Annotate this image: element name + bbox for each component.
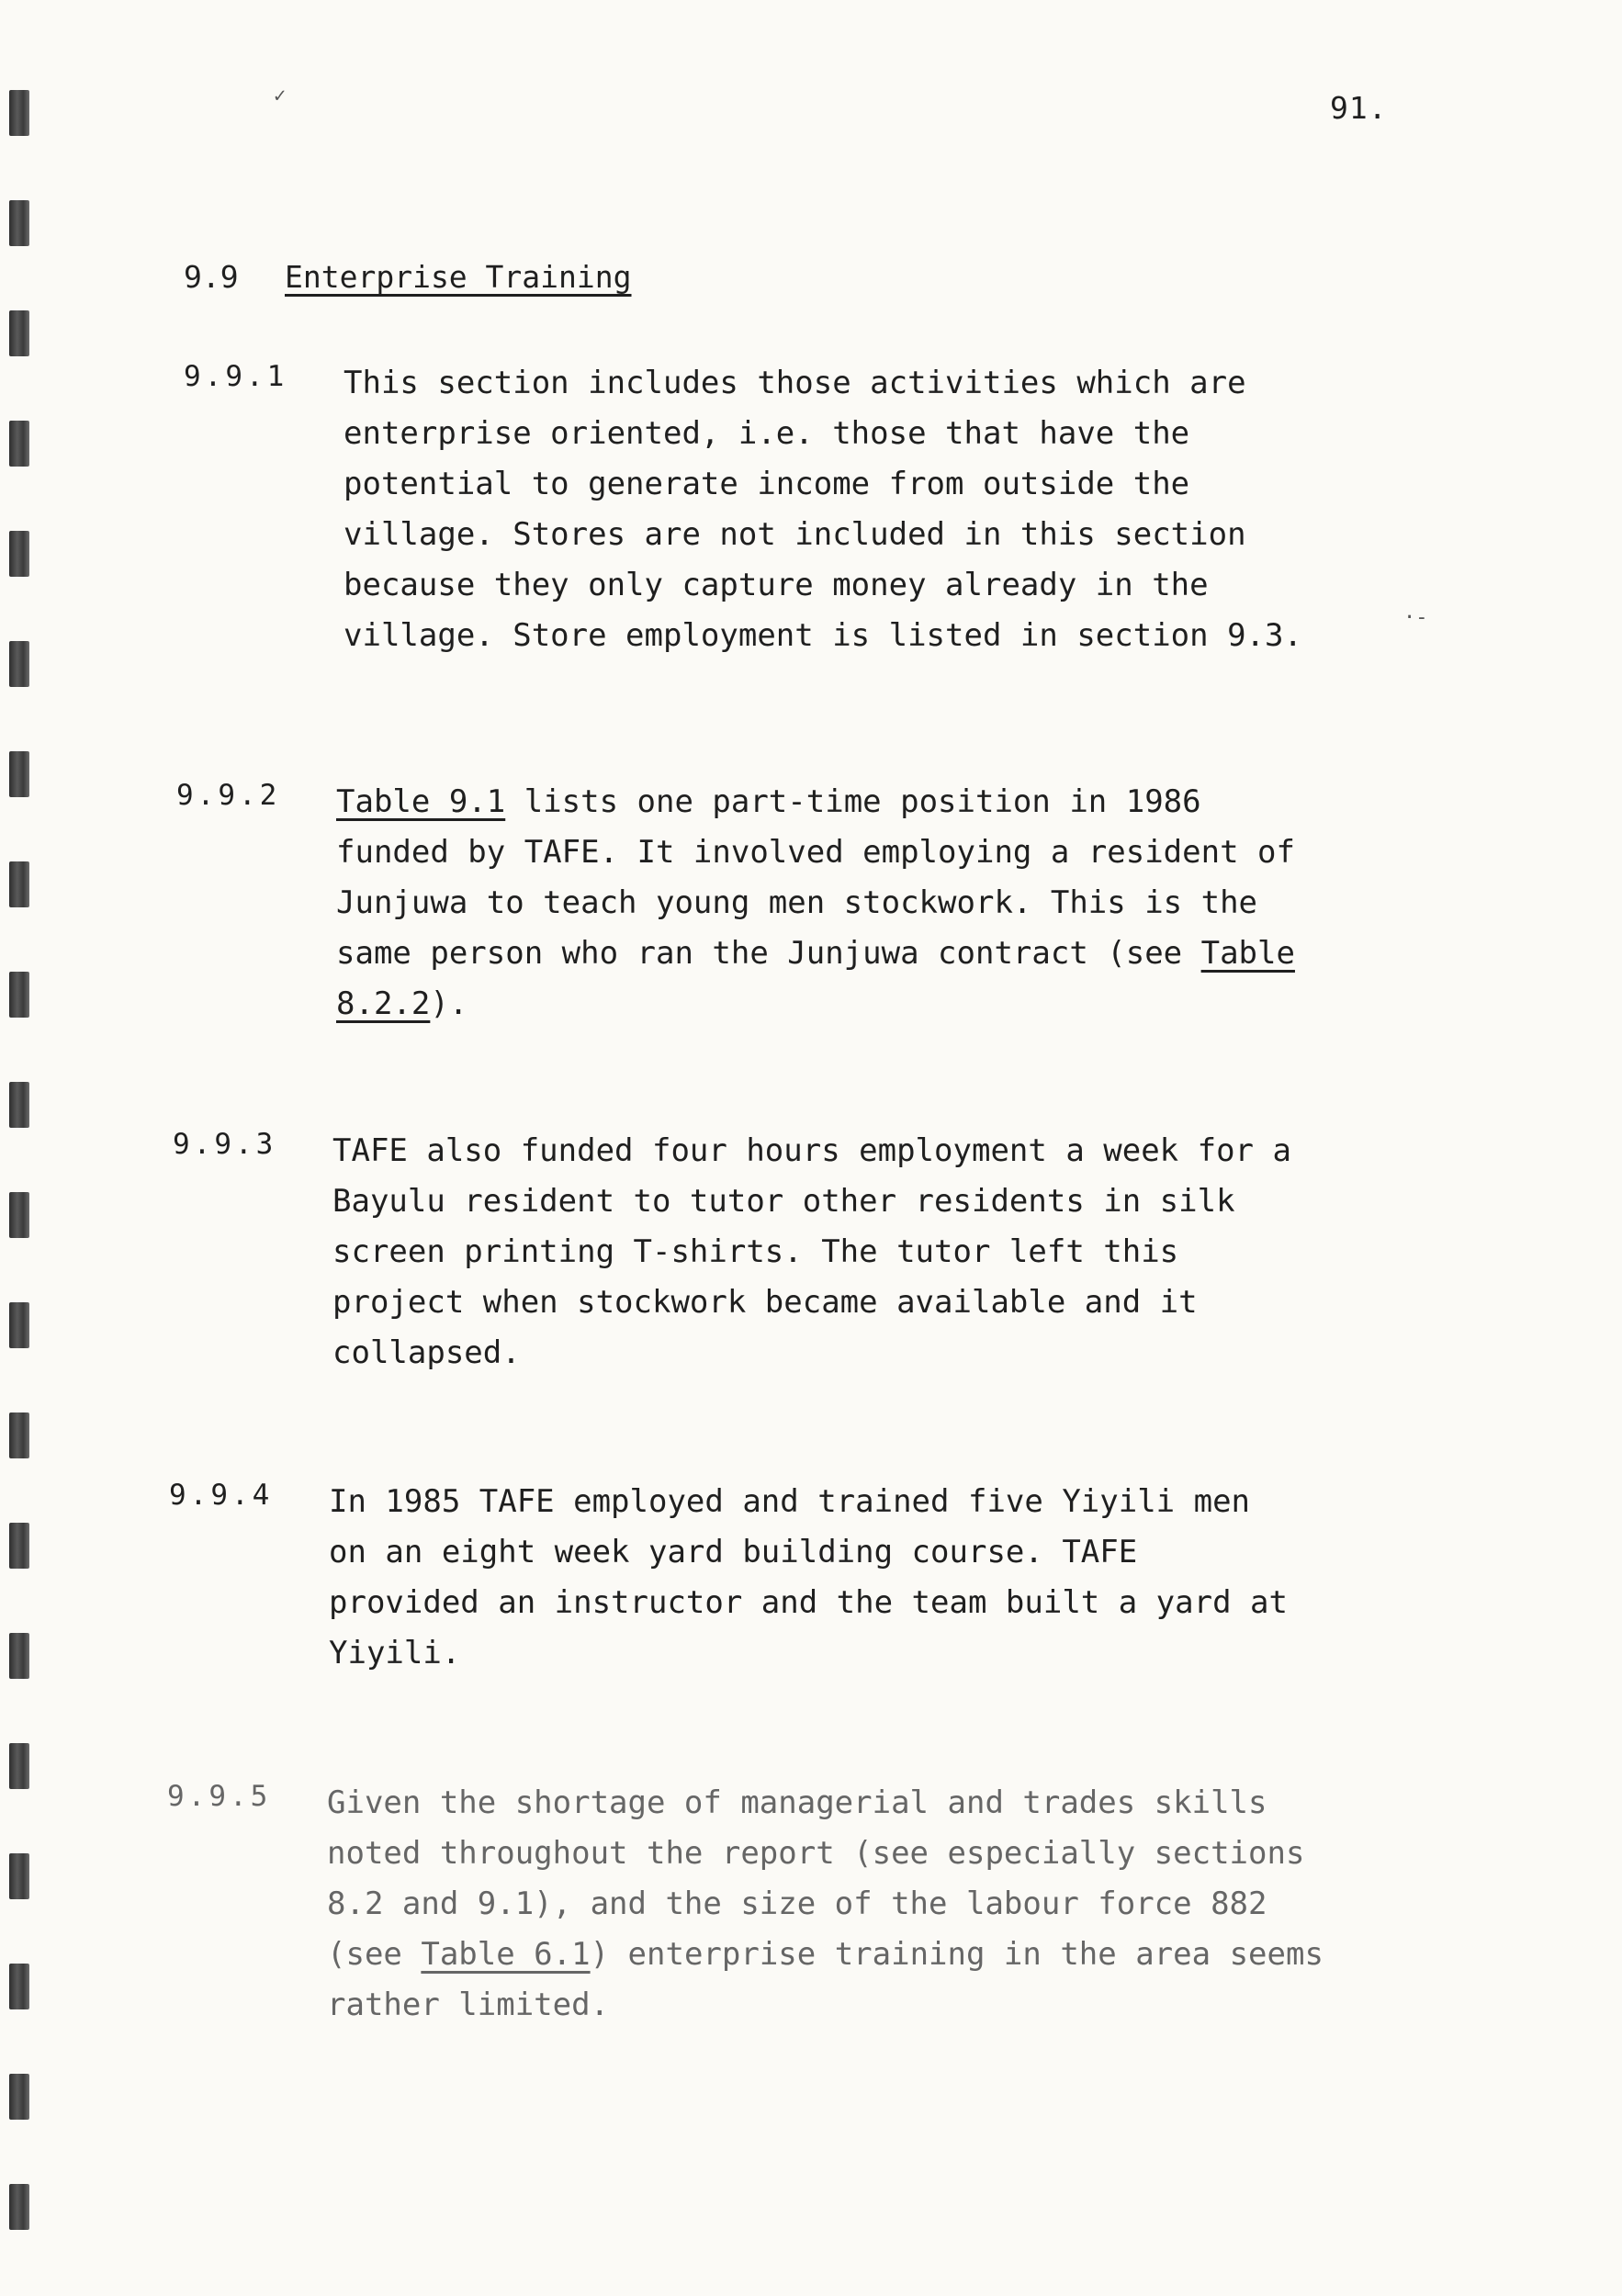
paragraph-line: rather limited. (327, 1986, 610, 2023)
paragraph-line: Given the shortage of managerial and trades skills (327, 1784, 1267, 1821)
table-reference-link[interactable]: Table 9.1 (336, 783, 506, 820)
ink-mark: ✓ (274, 84, 287, 107)
table-reference-link[interactable]: Table (1200, 935, 1295, 972)
binding-hole (9, 1633, 29, 1679)
binding-hole (9, 2074, 29, 2120)
binding-hole (9, 641, 29, 687)
binding-hole (9, 90, 29, 136)
binding-hole (9, 861, 29, 907)
paragraph-line: because they only capture money already in the (344, 567, 1209, 603)
paragraph-line: 8.2 and 9.1), and the size of the labour force 882 (327, 1885, 1267, 1922)
section-title: Enterprise Training (285, 259, 632, 295)
ink-mark: ·- (1403, 606, 1428, 629)
paragraph-line: In 1985 TAFE employed and trained five Yiyili men (329, 1483, 1251, 1520)
paragraph-line: noted throughout the report (see especially sections (327, 1835, 1305, 1872)
paragraph-line: Bayulu resident to tutor other residents in silk (332, 1183, 1235, 1220)
paragraph-line: screen printing T-shirts. The tutor left this (332, 1233, 1179, 1270)
paragraph-line: 8.2.2). (336, 985, 468, 1022)
binding-hole (9, 200, 29, 246)
binding-hole (9, 1964, 29, 2009)
paragraph-number: 9.9.2 (176, 779, 281, 812)
binding-hole (9, 1082, 29, 1128)
binding-hole (9, 1853, 29, 1899)
binding-holes (9, 0, 31, 2296)
table-reference-link[interactable]: 8.2.2 (336, 985, 431, 1022)
section-number: 9.9 (184, 259, 239, 295)
binding-hole (9, 1412, 29, 1458)
binding-hole (9, 2184, 29, 2230)
paragraph-line: funded by TAFE. It involved employing a resident of (336, 834, 1295, 871)
binding-hole (9, 531, 29, 577)
paragraph-line: provided an instructor and the team built a yard at (329, 1584, 1288, 1621)
binding-hole (9, 1523, 29, 1569)
paragraph-line: Table 9.1 lists one part-time position in 1986 (336, 783, 1201, 820)
binding-hole (9, 310, 29, 356)
paragraph-line: Yiyili. (329, 1635, 461, 1671)
paragraph-line: (see Table 6.1) enterprise training in the area seems (327, 1936, 1324, 1973)
paragraph-line: project when stockwork became available and it (332, 1284, 1198, 1321)
binding-hole (9, 1302, 29, 1348)
binding-hole (9, 421, 29, 467)
paragraph-number: 9.9.5 (167, 1780, 272, 1813)
paragraph-line: same person who ran the Junjuwa contract (see Table (336, 935, 1295, 972)
binding-hole (9, 972, 29, 1018)
binding-hole (9, 751, 29, 797)
paragraph-line: potential to generate income from outside the (344, 466, 1190, 502)
binding-hole (9, 1743, 29, 1789)
binding-hole (9, 1192, 29, 1238)
paragraph-number: 9.9.3 (173, 1128, 277, 1161)
table-reference-link[interactable]: Table 6.1 (421, 1936, 591, 1973)
page-number: 91. (1330, 90, 1388, 126)
paragraph-line: on an eight week yard building course. TAFE (329, 1534, 1138, 1570)
paragraph-line: collapsed. (332, 1334, 521, 1371)
section-heading (184, 259, 632, 295)
paragraph-number: 9.9.1 (184, 360, 288, 393)
paragraph-line: enterprise oriented, i.e. those that have the (344, 415, 1190, 452)
paragraph-line: Junjuwa to teach young men stockwork. This is the (336, 884, 1258, 921)
paragraph-line: village. Store employment is listed in section 9.3. (344, 617, 1302, 654)
paragraph-line: This section includes those activities which are (344, 365, 1246, 401)
paragraph-line: village. Stores are not included in this section (344, 516, 1246, 553)
paragraph-number: 9.9.4 (169, 1479, 274, 1512)
paragraph-line: TAFE also funded four hours employment a week for a (332, 1132, 1291, 1169)
